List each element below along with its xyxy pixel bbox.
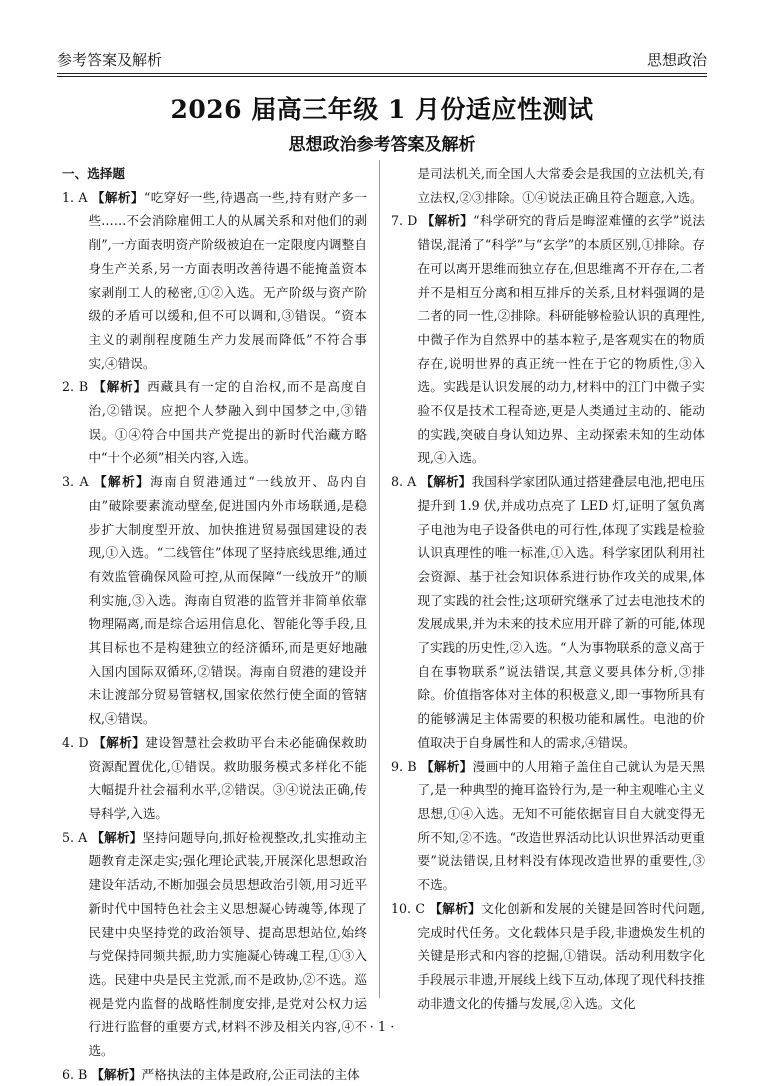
header-left: 参考答案及解析 xyxy=(57,51,163,69)
answer-item xyxy=(391,162,705,209)
answer-number: 1. A xyxy=(62,189,88,205)
answer-text: 漫画中的人用箱子盖住自己就认为是天黑了,是一种典型的掩耳盗铃行为,是一种主观唯心主义思想,①④入选。无知不可能依据盲目自大就变得无所不知,②不选。“改造世界活动比认识世界活动更重要”说法错误,且材料没有体现改造世界的重要性,③不选。 xyxy=(417,758,706,893)
page-number: · 1 · xyxy=(369,1020,395,1035)
answer-item xyxy=(391,897,705,1016)
analysis-tag: 【解析】 xyxy=(94,474,151,490)
answer-text: 文化创新和发展的关键是回答时代问题,完成时代任务。文化载体只是手段,非遗焕发生机的关键是形式和内容的挖掘,①错误。活动利用数字化手段展示非遗,开展线上线下互动,体现了现代科技推动非遗文化的传播与发展,②入选。文化 xyxy=(417,900,705,1011)
analysis-tag: 【解析】 xyxy=(420,758,473,774)
answer-text: 我国科学家团队通过搭建叠层电池,把电压提升到 1.9 伏,并成功点亮了 LED 灯,证明了氢负离子电池为电子设备供电的可行性,体现了实践是检验认识真理性的唯一标准,①入选。科学家团队利用社会资源、基于社会知识体系进行协作攻关的成果,体现了实践的社会性;这项研究继承了过去电池技术的发展成果,并为未来的技术应用开辟了新的可能,体现了实践的历史性,②入选。“人为事物联系的意义高于自在事物联系”说法错误,其意义要具体分析,③排除。价值指客体对主体的积极意义,即一事物所具有的能够满足主体需要的积极功能和属性。电池的价值取决于自身属性和人的需求,④错误。 xyxy=(417,474,705,750)
answer-number: 7. D xyxy=(391,213,418,229)
answer-item xyxy=(391,755,705,897)
answer-number: 8. A xyxy=(391,474,417,490)
answer-item xyxy=(62,1063,367,1086)
header-right: 思想政治 xyxy=(646,51,707,69)
answer-text: “科学研究的背后是晦涩难懂的玄学”说法错误,混淆了“科学”与“玄学”的本质区别,①排除。存在可以离开思维而独立存在,但思维离不开存在,二者并不是相互分离和相互排斥的关系,且材料强调的是二者的同一性,②排除。科研能够检验认识的真理性,中微子作为自然界中的基本粒子,是客观实在的物质存在,说明世界的真正统一性在于它的物质性,③入选。实践是认识发展的动力,材料中的江门中微子实验不仅是技术工程奇迹,更是人类通过主动的、能动的实践,突破自身认知边界、主动探索未知的生动体现,④入选。 xyxy=(417,213,705,466)
answer-number: 4. D xyxy=(62,734,89,750)
answer-item xyxy=(62,186,367,376)
answer-text: 严格执法的主体是政府,公正司法的主体 xyxy=(141,1066,360,1082)
analysis-tag: 【解析】 xyxy=(421,213,474,229)
page-title: 2026 届高三年级 1 月份适应性测试 xyxy=(170,95,594,124)
answer-item xyxy=(62,375,367,470)
analysis-tag: 【解析】 xyxy=(93,379,148,395)
analysis-tag: 【解析】 xyxy=(93,734,146,750)
analysis-tag: 【解析】 xyxy=(91,1066,142,1082)
header-rule-thick xyxy=(57,73,707,74)
answer-text: 海南自贸港通过“一线放开、岛内自由”破除要素流动壁垒,促进国内外市场联通,是稳步扩大制度型开放、加快推进贸易强国建设的表现,①入选。“二线管住”体现了坚持底线思维,通过有效监管确保风险可控,从而保障“一线放开”的顺利实施,③入选。海南自贸港的监管并非简单依靠物理隔离,而是综合运用信息化、智能化等手段,且其目标也不是构建独立的经济循环,而是更好地融入国内国际双循环,②错误。海南自贸港的建设并未让渡部分贸易管辖权,国家依然行使全面的管辖权,④错误。 xyxy=(88,474,368,727)
left-column xyxy=(62,162,367,1086)
column-divider xyxy=(379,160,380,998)
analysis-tag: 【解析】 xyxy=(91,189,144,205)
answer-number: 5. A xyxy=(62,829,88,845)
analysis-tag: 【解析】 xyxy=(429,900,482,916)
answer-text: 是司法机关,而全国人大常委会是我国的立法机关,有立法权,②③排除。①④说法正确且符合题意,入选。 xyxy=(417,166,705,205)
answer-number: 3. A xyxy=(62,474,89,490)
answer-text: 建设智慧社会救助平台未必能确保救助资源配置优化,①错误。救助服务模式多样化不能大幅提升社会福利水平,②错误。③④说法正确,传导科学,入选。 xyxy=(88,734,367,821)
answer-number: 2. B xyxy=(62,379,89,395)
answer-text: 坚持问题导向,抓好检视整改,扎实推动主题教育走深走实;强化理论武装,开展深化思想政治建设年活动,不断加强会员思想政治引领,用习近平新时代中国特色社会主义思想凝心铸魂等,体现了民建中央坚持党的政治领导、提高思想站位,始终与党保持同频共振,助力实施凝心铸魂工程,①③入选。民建中央是民主党派,而不是政协,②不选。巡视是党内监督的战略性制度安排,是党对公权力运行进行监督的重要方式,材料不涉及相关内容,④不选。 xyxy=(88,829,367,1059)
section-heading: 一、选择题 xyxy=(62,166,125,181)
answer-text: “吃穿好一些,待遇高一些,持有财产多一些……不会消除雇佣工人的从属关系和对他们的剥削”,一方面表明资产阶级被迫在一定限度内调整自身生产关系,另一方面表明改善待遇不能掩盖资本家剥削工人的秘密,①②入选。无产阶级与资产阶级的矛盾可以缓和,但不可以调和,③错误。“资本主义的剥削程度随生产力发展而降低”不符合事实,④错误。 xyxy=(88,189,367,371)
header-rule-thin xyxy=(57,76,707,77)
answer-item xyxy=(391,470,705,754)
answer-item xyxy=(62,731,367,826)
page-subtitle: 思想政治参考答案及解析 xyxy=(288,135,476,155)
answer-number: 10. C xyxy=(391,900,426,916)
answer-number: 6. B xyxy=(62,1066,88,1082)
answer-item xyxy=(391,209,705,470)
answer-text: 西藏具有一定的自治权,而不是高度自治,②错误。应把个人梦融入到中国梦之中,③错误。①④符合中国共产党提出的新时代治藏方略中“十个必须”相关内容,入选。 xyxy=(88,379,367,466)
page-header xyxy=(57,44,707,70)
analysis-tag: 【解析】 xyxy=(91,829,143,845)
analysis-tag: 【解析】 xyxy=(420,474,472,490)
answer-item xyxy=(62,470,367,731)
right-column xyxy=(391,162,705,1015)
answer-number: 9. B xyxy=(391,758,417,774)
